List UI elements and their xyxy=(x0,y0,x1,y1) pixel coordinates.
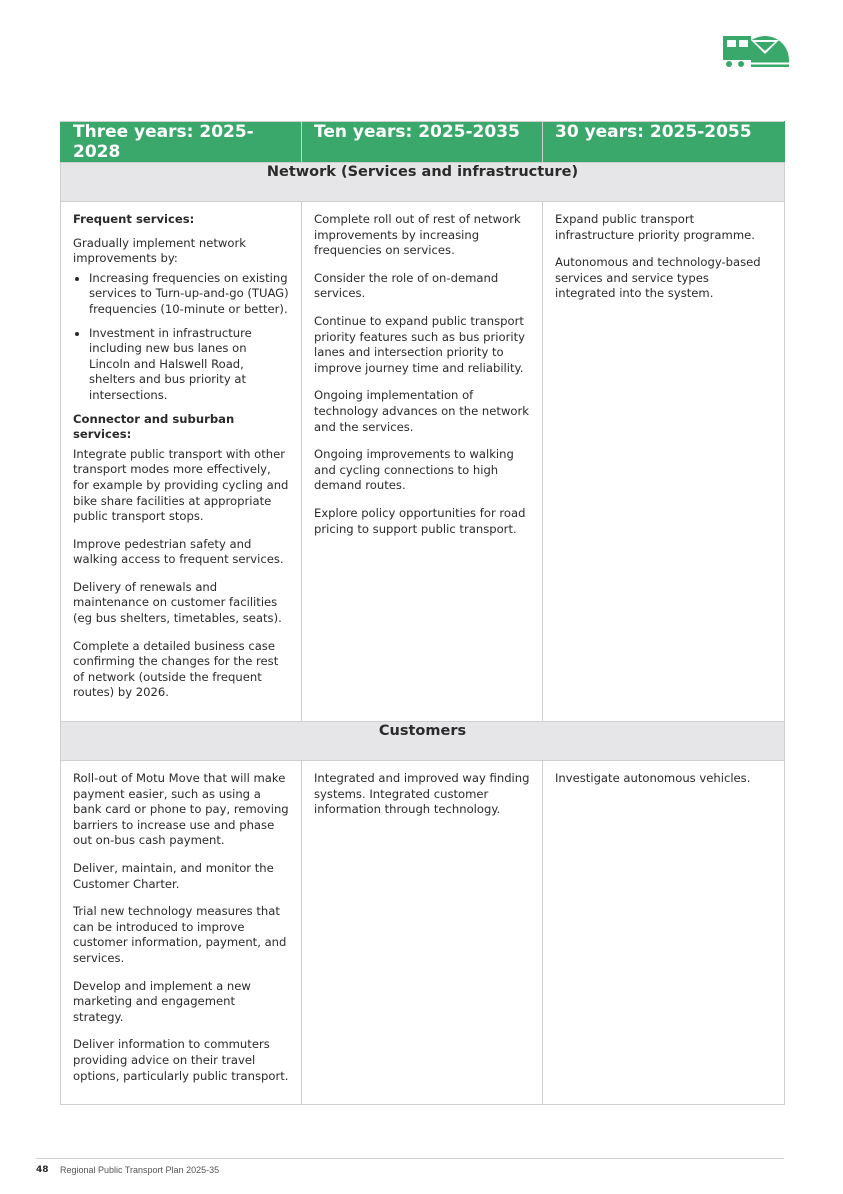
paragraph: Roll-out of Motu Move that will make payment easier, such as using a bank card or phone to pay, removing barriers to increase use and phase out on-bus cash payment. xyxy=(73,771,289,848)
paragraph: Ongoing improvements to walking and cycling connections to high demand routes. xyxy=(314,447,514,493)
paragraph: Deliver, maintain, and monitor the Customer Charter. xyxy=(73,861,274,891)
paragraph: Investigate autonomous vehicles. xyxy=(555,771,751,786)
customers-thirty-years-cell xyxy=(543,761,785,1105)
customers-ten-years-cell xyxy=(302,761,543,1105)
paragraph: Develop and implement a new marketing and engagement strategy. xyxy=(73,978,251,1024)
transport-logo-icon xyxy=(721,24,789,68)
paragraph: Deliver information to commuters providing advice on their travel options, particularly public transport. xyxy=(73,1037,289,1083)
network-section-row xyxy=(61,163,785,202)
frequent-services-heading: Frequent services: xyxy=(73,212,195,226)
column-header-row xyxy=(61,122,785,163)
plan-table xyxy=(60,121,785,1105)
paragraph: Consider the role of on-demand services. xyxy=(314,270,499,301)
list-item: • Increasing frequencies on existing services to Turn-up-and-go (TUAG) frequencies (10-minute or better). xyxy=(89,271,289,318)
column-header-ten-years: Ten years: 2025-2035 xyxy=(302,122,543,163)
frequent-services-intro: Gradually implement network improvements by: xyxy=(73,235,246,266)
network-ten-years-cell xyxy=(302,202,543,722)
footer-divider xyxy=(36,1158,784,1159)
paragraph: Autonomous and technology-based services and service types integrated into the system. xyxy=(555,255,761,301)
network-content-row xyxy=(61,202,785,722)
column-header-three-years: Three years: 2025-2028 xyxy=(61,122,302,163)
paragraph: Complete a detailed business case confirming the changes for the rest of network (outside the frequent routes) by 2026. xyxy=(73,638,279,700)
customers-section-title: Customers xyxy=(61,722,785,761)
paragraph: Continue to expand public transport priority features such as bus priority lanes and intersection priority to improve journey time and reliability. xyxy=(314,313,525,375)
paragraph: Improve pedestrian safety and walking access to frequent services. xyxy=(73,536,284,567)
list-item: • Investment in infrastructure including new bus lanes on Lincoln and Halswell Road, shelters and bus priority at intersections. xyxy=(89,326,289,404)
connector-services-heading: Connector and suburban services: xyxy=(73,411,235,442)
page-number: 48 xyxy=(36,1165,49,1175)
column-header-thirty-years: 30 years: 2025-2055 xyxy=(543,122,785,163)
network-section-title: Network (Services and infrastructure) xyxy=(61,163,785,202)
paragraph: Integrated and improved way finding systems. Integrated customer information through technology. xyxy=(314,771,530,817)
paragraph: Delivery of renewals and maintenance on customer facilities (eg bus shelters, timetables, seats). xyxy=(73,579,282,626)
paragraph: Explore policy opportunities for road pricing to support public transport. xyxy=(314,505,526,536)
paragraph: Expand public transport infrastructure priority programme. xyxy=(555,212,755,242)
customers-three-years-cell xyxy=(61,761,302,1105)
network-three-years-cell xyxy=(61,202,302,722)
paragraph: Ongoing implementation of technology advances on the network and the services. xyxy=(314,388,529,434)
customers-section-row xyxy=(61,722,785,761)
paragraph: Trial new technology measures that can be introduced to improve customer information, payment, and services. xyxy=(73,904,287,965)
paragraph: Integrate public transport with other transport modes more effectively, for example by providing cycling and bike share facilities at appropriate public transport stops. xyxy=(73,446,289,524)
network-thirty-years-cell xyxy=(543,202,785,722)
frequent-services-list xyxy=(73,271,289,404)
customers-content-row xyxy=(61,761,785,1105)
paragraph: Complete roll out of rest of network improvements by increasing frequencies on services. xyxy=(314,212,521,258)
footer-document-title: Regional Public Transport Plan 2025-35 xyxy=(60,1165,220,1175)
